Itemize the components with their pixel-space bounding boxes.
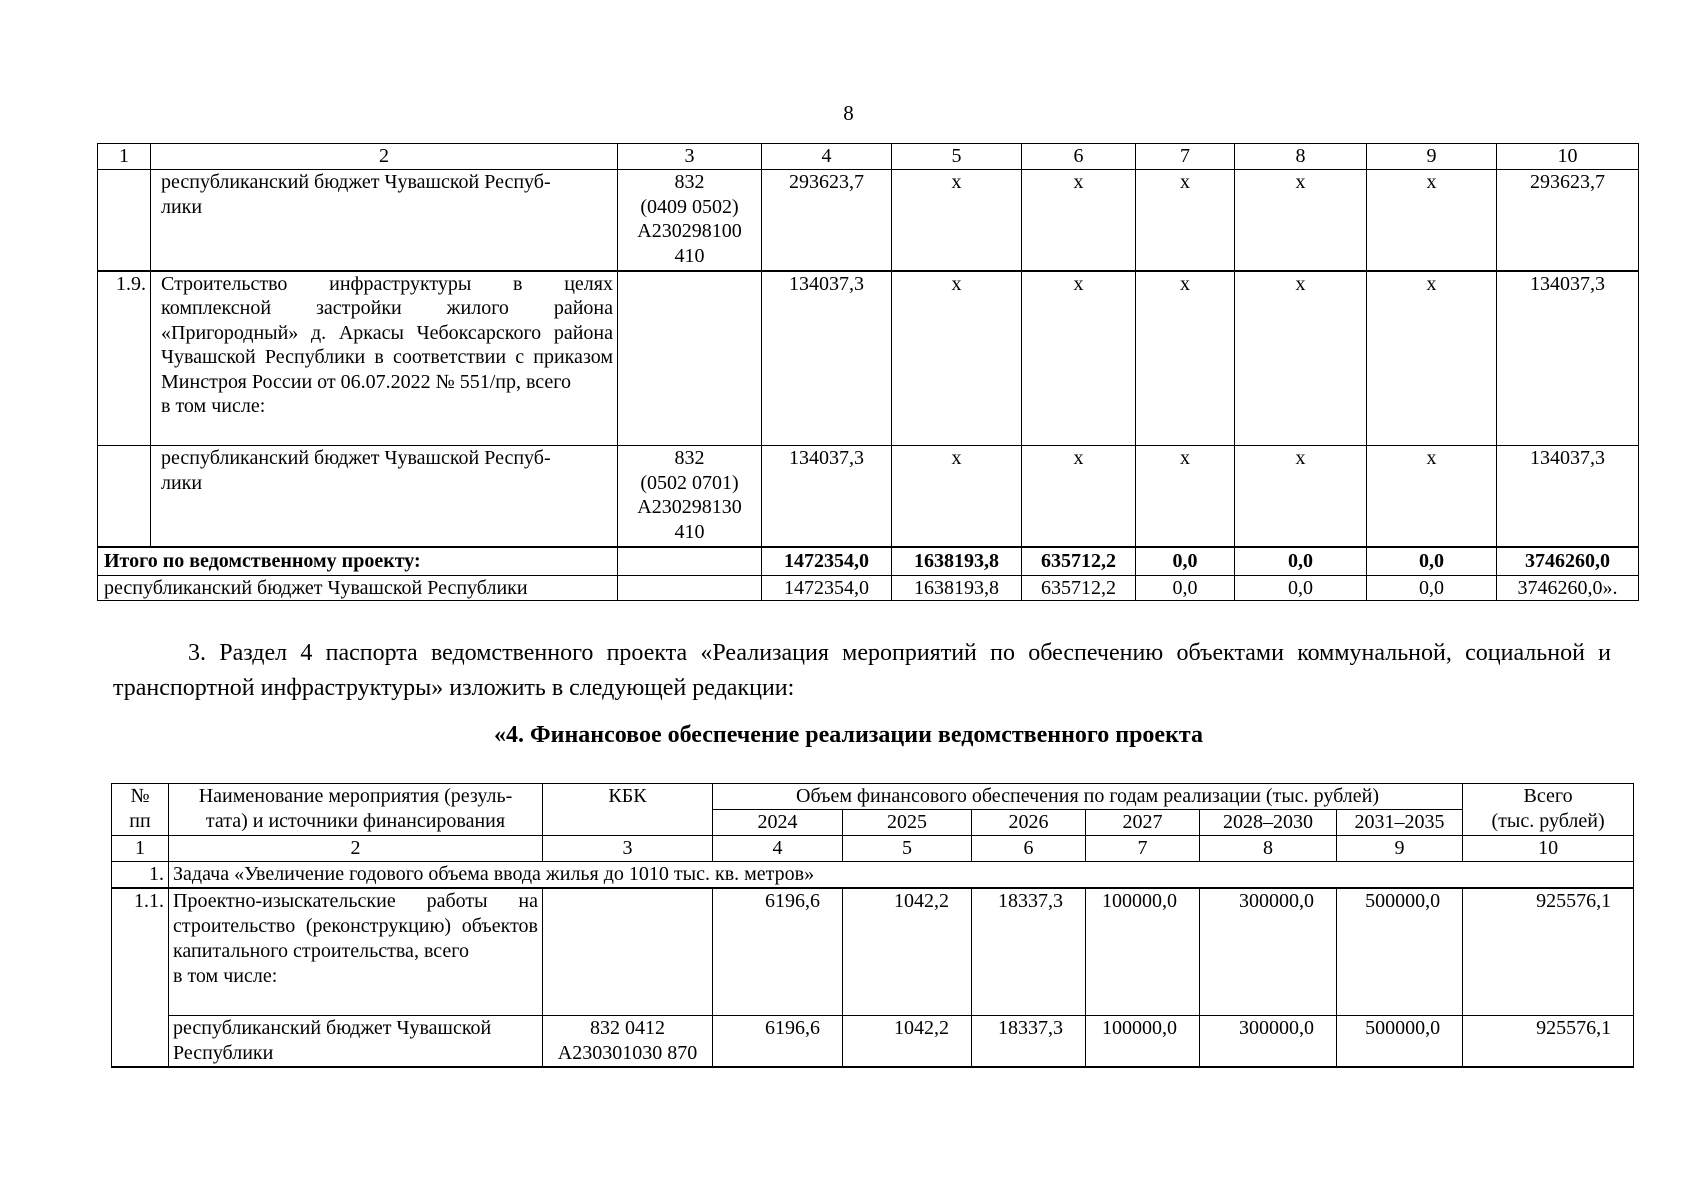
budget-value: 635712,2 <box>1022 575 1136 601</box>
col-num: 4 <box>713 836 843 862</box>
row-name: республиканский бюджет Чувашской Респуб- лики <box>151 446 618 547</box>
value-cell: 1042,2 <box>843 1015 972 1067</box>
col-num: 1 <box>112 836 169 862</box>
value-cell: 925576,1 <box>1463 888 1634 1015</box>
value-cell: 293623,7 <box>762 170 892 271</box>
value-cell: 134037,3 <box>1497 271 1639 446</box>
value-cell: х <box>1136 170 1235 271</box>
header-row <box>112 784 1634 810</box>
header-year: 2026 <box>972 810 1086 836</box>
total-value: 635712,2 <box>1022 547 1136 576</box>
amendment-paragraph: 3. Раздел 4 паспорта ведомственного проекта «Реализация мероприятий по обеспечению объектами коммунальной, социальной и транспортной инфраструктуры» изложить в следующей редакции: <box>113 640 1611 701</box>
value-cell: 293623,7 <box>1497 170 1639 271</box>
value-cell: 18337,3 <box>972 1015 1086 1067</box>
col-num: 8 <box>1200 836 1337 862</box>
row-number: 1.1. <box>112 888 169 1015</box>
value-cell: х <box>1235 271 1367 446</box>
page-number: 8 <box>843 101 854 125</box>
value-cell: 134037,3 <box>762 271 892 446</box>
value-cell: х <box>1367 170 1497 271</box>
kbk-cell: 832 (0409 0502) А230298100 410 <box>618 170 762 271</box>
row-number <box>98 446 151 547</box>
col-num: 7 <box>1136 144 1235 170</box>
value-cell: 300000,0 <box>1200 888 1337 1015</box>
column-number-row <box>98 144 1639 170</box>
total-value: 1472354,0 <box>762 547 892 576</box>
table-row <box>98 446 1639 547</box>
col-num: 9 <box>1367 144 1497 170</box>
total-value: 0,0 <box>1367 547 1497 576</box>
total-row <box>98 547 1639 576</box>
budget-value: 0,0 <box>1235 575 1367 601</box>
col-num: 6 <box>972 836 1086 862</box>
value-cell: 134037,3 <box>762 446 892 547</box>
value-cell: 300000,0 <box>1200 1015 1337 1067</box>
value-cell: 134037,3 <box>1497 446 1639 547</box>
col-num: 4 <box>762 144 892 170</box>
col-num: 5 <box>892 144 1022 170</box>
value-cell: х <box>892 271 1022 446</box>
header-num: № пп <box>112 784 169 836</box>
row-name: республиканский бюджет Чувашской Республики <box>169 1015 543 1067</box>
row-name: Строительство инфраструктуры в целях комплексной застройки жилого района «Пригородный» д. Аркасы Чебоксарского района Чувашской Республики в соответствии с приказом Минстроя России от 06.07.2022 № 551/пр, всего в том числе: <box>151 271 618 446</box>
value-cell: х <box>1367 271 1497 446</box>
header-year: 2025 <box>843 810 972 836</box>
col-num: 7 <box>1086 836 1200 862</box>
value-cell: 500000,0 <box>1337 1015 1463 1067</box>
task-number: 1. <box>112 862 169 889</box>
kbk-cell: 832 0412 А230301030 870 <box>543 1015 713 1067</box>
value-cell: х <box>892 446 1022 547</box>
col-num: 1 <box>98 144 151 170</box>
table-row <box>112 1015 1634 1067</box>
value-cell: х <box>1235 446 1367 547</box>
value-cell: 100000,0 <box>1086 888 1200 1015</box>
row-name: республиканский бюджет Чувашской Респуб- лики <box>151 170 618 271</box>
row-number <box>98 170 151 271</box>
table-row <box>98 170 1639 271</box>
header-volume: Объем финансового обеспечения по годам реализации (тыс. рублей) <box>713 784 1463 810</box>
value-cell: 100000,0 <box>1086 1015 1200 1067</box>
total-value: 0,0 <box>1235 547 1367 576</box>
kbk-cell <box>618 575 762 601</box>
value-cell: 500000,0 <box>1337 888 1463 1015</box>
column-number-row <box>112 836 1634 862</box>
value-cell: 6196,6 <box>713 888 843 1015</box>
col-num: 9 <box>1337 836 1463 862</box>
budget-row <box>98 575 1639 601</box>
value-cell: х <box>1022 271 1136 446</box>
table-row <box>112 888 1634 1015</box>
budget-value: 1638193,8 <box>892 575 1022 601</box>
col-num: 3 <box>543 836 713 862</box>
budget-value: 1472354,0 <box>762 575 892 601</box>
total-label: Итого по ведомственному проекту: <box>98 547 618 576</box>
value-cell: х <box>1022 170 1136 271</box>
header-year: 2031–2035 <box>1337 810 1463 836</box>
total-value: 0,0 <box>1136 547 1235 576</box>
value-cell: х <box>892 170 1022 271</box>
col-num: 3 <box>618 144 762 170</box>
table-row <box>98 271 1639 446</box>
value-cell: х <box>1136 446 1235 547</box>
col-num: 2 <box>169 836 543 862</box>
total-value: 1638193,8 <box>892 547 1022 576</box>
header-total: Всего (тыс. рублей) <box>1463 784 1634 836</box>
kbk-cell <box>543 888 713 1015</box>
value-cell: х <box>1022 446 1136 547</box>
funding-table <box>111 783 1634 1068</box>
value-cell: 925576,1 <box>1463 1015 1634 1067</box>
col-num: 10 <box>1497 144 1639 170</box>
value-cell: 18337,3 <box>972 888 1086 1015</box>
col-num: 2 <box>151 144 618 170</box>
budget-value: 3746260,0». <box>1497 575 1639 601</box>
kbk-cell <box>618 271 762 446</box>
value-cell: х <box>1235 170 1367 271</box>
funding-table-continued <box>97 143 1639 601</box>
value-cell: х <box>1367 446 1497 547</box>
section-heading: «4. Финансовое обеспечение реализации ведомственного проекта <box>494 722 1203 748</box>
col-num: 8 <box>1235 144 1367 170</box>
header-year: 2028–2030 <box>1200 810 1337 836</box>
header-name: Наименование мероприятия (резуль- тата) и источники финансирования <box>169 784 543 836</box>
row-number <box>112 1015 169 1067</box>
value-cell: 1042,2 <box>843 888 972 1015</box>
value-cell: 6196,6 <box>713 1015 843 1067</box>
header-kbk: КБК <box>543 784 713 836</box>
budget-label: республиканский бюджет Чувашской Республики <box>98 575 618 601</box>
value-cell: х <box>1136 271 1235 446</box>
kbk-cell: 832 (0502 0701) А230298130 410 <box>618 446 762 547</box>
task-text: Задача «Увеличение годового объема ввода жилья до 1010 тыс. кв. метров» <box>169 862 1634 889</box>
col-num: 6 <box>1022 144 1136 170</box>
row-number: 1.9. <box>98 271 151 446</box>
budget-value: 0,0 <box>1367 575 1497 601</box>
row-name: Проектно-изыскательские работы на строительство (реконструкцию) объектов капитального строительства, всего в том числе: <box>169 888 543 1015</box>
task-row <box>112 862 1634 889</box>
header-year: 2027 <box>1086 810 1200 836</box>
header-year: 2024 <box>713 810 843 836</box>
budget-value: 0,0 <box>1136 575 1235 601</box>
total-value: 3746260,0 <box>1497 547 1639 576</box>
kbk-cell <box>618 547 762 576</box>
col-num: 5 <box>843 836 972 862</box>
col-num: 10 <box>1463 836 1634 862</box>
